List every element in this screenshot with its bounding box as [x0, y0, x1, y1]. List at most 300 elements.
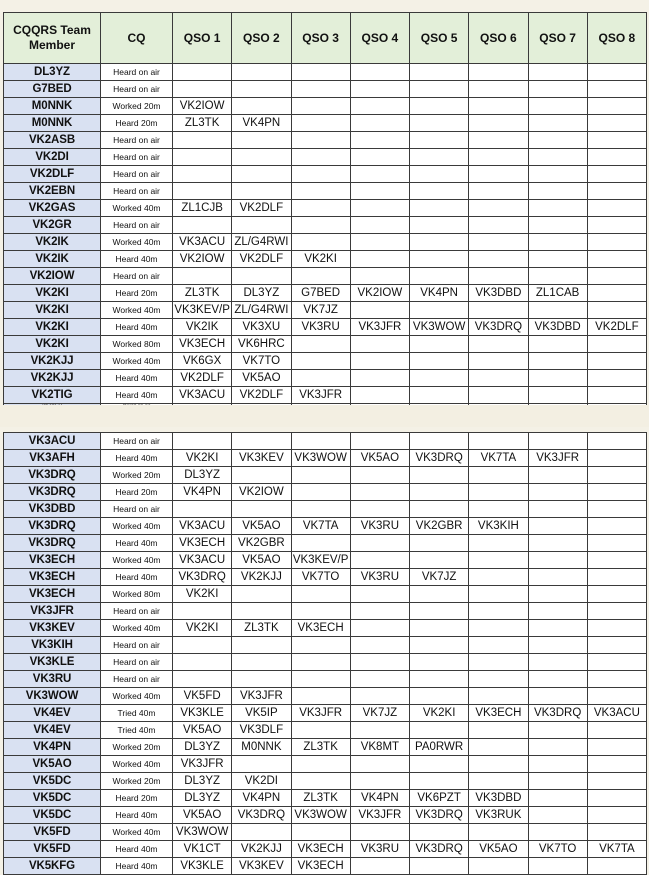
- cq-status: Heard 40m: [101, 807, 173, 824]
- table-row: [4, 773, 647, 790]
- member-callsign: VK2ASB: [4, 132, 101, 149]
- cq-status: Heard on air: [101, 149, 173, 166]
- cq-status: Worked 20m: [101, 467, 173, 484]
- qso-7-cell: [528, 807, 587, 824]
- qso-4-cell: [350, 824, 409, 841]
- qso-6-cell: VK3DRQ: [469, 319, 528, 336]
- qso-5-cell: VK2GBR: [410, 518, 469, 535]
- qso-4-cell: [350, 200, 409, 217]
- qso-7-cell: [528, 166, 587, 183]
- cq-status: Heard on air: [101, 671, 173, 688]
- qso-1-cell: ZL3TK: [173, 115, 232, 132]
- qso-5-cell: [410, 200, 469, 217]
- qso-1-cell: VK1CT: [173, 841, 232, 858]
- qso-7-cell: [528, 688, 587, 705]
- qso-6-cell: [469, 467, 528, 484]
- qso-8-cell: [587, 603, 646, 620]
- qso-4-cell: [350, 302, 409, 319]
- qso-6-cell: VK7TA: [469, 450, 528, 467]
- qso-5-cell: [410, 484, 469, 501]
- member-callsign: VK3ECH: [4, 586, 101, 603]
- member-callsign: VK3ECH: [4, 552, 101, 569]
- member-callsign: VK2KJJ: [4, 353, 101, 370]
- qso-3-cell: [291, 336, 350, 353]
- table-row: [4, 552, 647, 569]
- qso-6-cell: [469, 149, 528, 166]
- header-qso-6: QSO 6: [469, 13, 528, 64]
- qso-6-cell: VK3ECH: [469, 705, 528, 722]
- qso-1-cell: VK2KI: [173, 450, 232, 467]
- qso-5-cell: [410, 302, 469, 319]
- table-row: [4, 217, 647, 234]
- qso-3-cell: ZL3TK: [291, 739, 350, 756]
- qso-5-cell: [410, 353, 469, 370]
- qso-5-cell: [410, 370, 469, 387]
- qso-8-cell: [587, 234, 646, 251]
- member-callsign: VK5AO: [4, 756, 101, 773]
- cq-status: Worked 40m: [101, 302, 173, 319]
- qso-3-cell: [291, 586, 350, 603]
- qso-2-cell: VK5AO: [232, 370, 291, 387]
- member-callsign: VK3KIH: [4, 637, 101, 654]
- qso-3-cell: [291, 115, 350, 132]
- qso-8-cell: [587, 535, 646, 552]
- table-row: [4, 98, 647, 115]
- member-callsign: VK2DI: [4, 149, 101, 166]
- member-callsign: VK3KLE: [4, 654, 101, 671]
- qso-8-cell: [587, 336, 646, 353]
- screenshot-gap: [0, 405, 649, 427]
- qso-2-cell: VK2DLF: [232, 200, 291, 217]
- qso-3-cell: [291, 671, 350, 688]
- qso-5-cell: VK3DRQ: [410, 807, 469, 824]
- member-callsign: VK3DBD: [4, 501, 101, 518]
- qso-5-cell: [410, 64, 469, 81]
- qso-5-cell: [410, 268, 469, 285]
- qso-5-cell: [410, 234, 469, 251]
- table-row: [4, 234, 647, 251]
- qso-3-cell: [291, 353, 350, 370]
- qso-8-cell: [587, 285, 646, 302]
- qso-5-cell: [410, 467, 469, 484]
- cq-status: Worked 40m: [101, 518, 173, 535]
- qso-7-cell: [528, 251, 587, 268]
- qso-5-cell: [410, 433, 469, 450]
- qso-2-cell: VK2KJJ: [232, 569, 291, 586]
- qso-7-cell: VK3JFR: [528, 450, 587, 467]
- cq-status: Worked 80m: [101, 586, 173, 603]
- qso-3-cell: [291, 370, 350, 387]
- cq-status: Heard on air: [101, 217, 173, 234]
- qso-4-cell: VK3RU: [350, 841, 409, 858]
- qso-7-cell: [528, 535, 587, 552]
- member-callsign: VK2DLF: [4, 166, 101, 183]
- qso-6-cell: [469, 115, 528, 132]
- cq-status: Heard on air: [101, 64, 173, 81]
- qso-3-cell: [291, 688, 350, 705]
- qso-7-cell: [528, 637, 587, 654]
- qso-8-cell: [587, 450, 646, 467]
- table-row: [4, 620, 647, 637]
- header-qso-8: QSO 8: [587, 13, 646, 64]
- qso-2-cell: VK3XU: [232, 319, 291, 336]
- qso-4-cell: VK4PN: [350, 790, 409, 807]
- qso-1-cell: VK3ECH: [173, 336, 232, 353]
- qso-7-cell: [528, 268, 587, 285]
- qso-3-cell: VK3JFR: [291, 705, 350, 722]
- qso-4-cell: [350, 183, 409, 200]
- qso-8-cell: [587, 671, 646, 688]
- qso-2-cell: VK6HRC: [232, 336, 291, 353]
- qso-3-cell: [291, 773, 350, 790]
- qso-4-cell: VK2IOW: [350, 285, 409, 302]
- member-callsign: VK2TIG: [4, 387, 101, 404]
- qso-6-cell: VK3KIH: [469, 518, 528, 535]
- table-row: [4, 501, 647, 518]
- cq-status: Heard 40m: [101, 450, 173, 467]
- qso-3-cell: VK3JFR: [291, 387, 350, 404]
- qso-6-cell: [469, 535, 528, 552]
- qso-2-cell: VK3JFR: [232, 688, 291, 705]
- qso-1-cell: DL3YZ: [173, 773, 232, 790]
- qso-8-cell: [587, 756, 646, 773]
- qso-7-cell: [528, 518, 587, 535]
- qso-1-cell: [173, 183, 232, 200]
- qso-2-cell: DL3YZ: [232, 285, 291, 302]
- table-row: [4, 756, 647, 773]
- qso-3-cell: VK2KI: [291, 251, 350, 268]
- qso-7-cell: [528, 756, 587, 773]
- qso-5-cell: [410, 586, 469, 603]
- qso-3-cell: [291, 149, 350, 166]
- qso-8-cell: VK2DLF: [587, 319, 646, 336]
- cq-status: Worked 40m: [101, 234, 173, 251]
- qso-7-cell: VK3DBD: [528, 319, 587, 336]
- table-row: [4, 132, 647, 149]
- table-row: [4, 268, 647, 285]
- qso-8-cell: [587, 790, 646, 807]
- qso-7-cell: [528, 620, 587, 637]
- qso-2-cell: [232, 637, 291, 654]
- qso-4-cell: [350, 81, 409, 98]
- qso-8-cell: [587, 807, 646, 824]
- member-callsign: G7BED: [4, 81, 101, 98]
- qso-3-cell: [291, 433, 350, 450]
- qso-6-cell: [469, 501, 528, 518]
- qso-5-cell: [410, 501, 469, 518]
- qso-1-cell: VK2IOW: [173, 251, 232, 268]
- qso-2-cell: VK5AO: [232, 552, 291, 569]
- qso-1-cell: [173, 268, 232, 285]
- qso-3-cell: [291, 637, 350, 654]
- cq-status: Heard on air: [101, 183, 173, 200]
- qso-8-cell: [587, 166, 646, 183]
- qso-8-cell: [587, 64, 646, 81]
- qso-7-cell: [528, 858, 587, 875]
- qso-2-cell: VK4PN: [232, 115, 291, 132]
- qso-7-cell: [528, 353, 587, 370]
- qso-3-cell: VK7TO: [291, 569, 350, 586]
- table-row: [4, 467, 647, 484]
- cq-status: Heard on air: [101, 132, 173, 149]
- qso-1-cell: [173, 81, 232, 98]
- qso-4-cell: [350, 387, 409, 404]
- qso-5-cell: VK6PZT: [410, 790, 469, 807]
- qso-7-cell: [528, 98, 587, 115]
- qso-6-cell: [469, 569, 528, 586]
- qso-3-cell: VK3RU: [291, 319, 350, 336]
- qso-1-cell: VK3ACU: [173, 387, 232, 404]
- qso-2-cell: [232, 501, 291, 518]
- qso-8-cell: VK7TA: [587, 841, 646, 858]
- qso-2-cell: VK3DLF: [232, 722, 291, 739]
- header-member: CQQRS Team Member: [4, 13, 101, 64]
- qso-1-cell: VK3JFR: [173, 756, 232, 773]
- table-row: [4, 637, 647, 654]
- qso-3-cell: VK3WOW: [291, 450, 350, 467]
- qso-7-cell: [528, 501, 587, 518]
- qso-8-cell: [587, 824, 646, 841]
- qso-8-cell: [587, 484, 646, 501]
- qso-6-cell: [469, 183, 528, 200]
- table-row: [4, 722, 647, 739]
- qso-2-cell: [232, 166, 291, 183]
- qso-4-cell: VK3RU: [350, 569, 409, 586]
- qso-4-cell: [350, 268, 409, 285]
- member-callsign: VK3JFR: [4, 603, 101, 620]
- member-callsign: VK3ACU: [4, 433, 101, 450]
- qso-5-cell: [410, 98, 469, 115]
- qso-1-cell: DL3YZ: [173, 790, 232, 807]
- qso-5-cell: [410, 336, 469, 353]
- table-row: [4, 739, 647, 756]
- qso-5-cell: [410, 688, 469, 705]
- qso-7-cell: [528, 115, 587, 132]
- qso-2-cell: [232, 756, 291, 773]
- table-row: [4, 353, 647, 370]
- qso-6-cell: [469, 756, 528, 773]
- qso-6-cell: VK3DBD: [469, 285, 528, 302]
- qso-7-cell: VK7TO: [528, 841, 587, 858]
- table-row: [4, 586, 647, 603]
- member-callsign: VK3DRQ: [4, 484, 101, 501]
- table-row: [4, 336, 647, 353]
- header-qso-3: QSO 3: [291, 13, 350, 64]
- header-qso-4: QSO 4: [350, 13, 409, 64]
- cq-status: Worked 20m: [101, 773, 173, 790]
- member-callsign: VK3DRQ: [4, 518, 101, 535]
- qso-4-cell: [350, 353, 409, 370]
- qso-7-cell: [528, 654, 587, 671]
- qso-7-cell: [528, 81, 587, 98]
- qso-1-cell: [173, 433, 232, 450]
- qso-7-cell: [528, 773, 587, 790]
- qso-7-cell: [528, 671, 587, 688]
- qso-1-cell: DL3YZ: [173, 739, 232, 756]
- qso-4-cell: [350, 251, 409, 268]
- qso-3-cell: [291, 603, 350, 620]
- member-callsign: VK5FD: [4, 841, 101, 858]
- qso-4-cell: [350, 149, 409, 166]
- qso-8-cell: [587, 149, 646, 166]
- qso-5-cell: [410, 824, 469, 841]
- qso-2-cell: [232, 268, 291, 285]
- qso-8-cell: [587, 467, 646, 484]
- qso-8-cell: [587, 115, 646, 132]
- table-row: [4, 705, 647, 722]
- qso-6-cell: [469, 64, 528, 81]
- qso-7-cell: [528, 569, 587, 586]
- qso-1-cell: VK3ACU: [173, 552, 232, 569]
- member-callsign: VK2IOW: [4, 268, 101, 285]
- qso-2-cell: [232, 603, 291, 620]
- qso-8-cell: [587, 251, 646, 268]
- member-callsign: VK2KI: [4, 302, 101, 319]
- qso-2-cell: [232, 654, 291, 671]
- qso-7-cell: [528, 336, 587, 353]
- qso-8-cell: [587, 739, 646, 756]
- qso-2-cell: [232, 824, 291, 841]
- table-row: [4, 302, 647, 319]
- qso-6-cell: [469, 200, 528, 217]
- qso-2-cell: [232, 149, 291, 166]
- table-row: [4, 518, 647, 535]
- qso-7-cell: [528, 234, 587, 251]
- cq-status: Heard 20m: [101, 790, 173, 807]
- qso-8-cell: [587, 518, 646, 535]
- cq-status: Heard on air: [101, 433, 173, 450]
- qso-6-cell: [469, 552, 528, 569]
- qso-8-cell: [587, 773, 646, 790]
- qso-2-cell: VK2DLF: [232, 387, 291, 404]
- qso-7-cell: [528, 824, 587, 841]
- qso-3-cell: [291, 98, 350, 115]
- table-row: [4, 183, 647, 200]
- qso-3-cell: VK7TA: [291, 518, 350, 535]
- qso-6-cell: [469, 302, 528, 319]
- qso-8-cell: [587, 637, 646, 654]
- qso-6-cell: [469, 603, 528, 620]
- qso-6-cell: [469, 387, 528, 404]
- qso-5-cell: [410, 603, 469, 620]
- table-row: [4, 149, 647, 166]
- qso-8-cell: [587, 722, 646, 739]
- qso-4-cell: [350, 217, 409, 234]
- qso-3-cell: [291, 64, 350, 81]
- qso-8-cell: [587, 302, 646, 319]
- qso-1-cell: [173, 637, 232, 654]
- qso-5-cell: [410, 115, 469, 132]
- qso-8-cell: [587, 132, 646, 149]
- qso-4-cell: [350, 98, 409, 115]
- qso-6-cell: [469, 586, 528, 603]
- qso-6-cell: [469, 688, 528, 705]
- qso-2-cell: VK3KEV: [232, 858, 291, 875]
- qso-4-cell: [350, 722, 409, 739]
- member-callsign: DL3YZ: [4, 64, 101, 81]
- qso-6-cell: [469, 433, 528, 450]
- header-qso-7: QSO 7: [528, 13, 587, 64]
- member-callsign: VK3ECH: [4, 569, 101, 586]
- cq-status: Worked 40m: [101, 756, 173, 773]
- qso-8-cell: [587, 586, 646, 603]
- qso-5-cell: [410, 132, 469, 149]
- qso-2-cell: [232, 81, 291, 98]
- qso-3-cell: ZL3TK: [291, 790, 350, 807]
- qso-2-cell: VK3KEV: [232, 450, 291, 467]
- qso-3-cell: VK3WOW: [291, 807, 350, 824]
- qso-4-cell: [350, 234, 409, 251]
- cq-status: Heard 40m: [101, 858, 173, 875]
- qso-4-cell: VK5AO: [350, 450, 409, 467]
- qso-4-cell: VK8MT: [350, 739, 409, 756]
- qso-6-cell: [469, 858, 528, 875]
- qso-8-cell: [587, 183, 646, 200]
- qso-7-cell: [528, 433, 587, 450]
- qso-6-cell: VK3DBD: [469, 790, 528, 807]
- qso-3-cell: [291, 200, 350, 217]
- qso-8-cell: [587, 370, 646, 387]
- qso-4-cell: [350, 620, 409, 637]
- qso-5-cell: [410, 217, 469, 234]
- qso-1-cell: VK2IK: [173, 319, 232, 336]
- qso-6-cell: [469, 251, 528, 268]
- qso-7-cell: ZL1CAB: [528, 285, 587, 302]
- qso-1-cell: VK5FD: [173, 688, 232, 705]
- qso-2-cell: VK7TO: [232, 353, 291, 370]
- qso-6-cell: VK5AO: [469, 841, 528, 858]
- qso-8-cell: [587, 654, 646, 671]
- qso-7-cell: [528, 149, 587, 166]
- qso-6-cell: [469, 739, 528, 756]
- table-row: [4, 858, 647, 875]
- member-callsign: VK3RU: [4, 671, 101, 688]
- qso-5-cell: [410, 637, 469, 654]
- qso-3-cell: [291, 166, 350, 183]
- cq-status: Worked 40m: [101, 688, 173, 705]
- member-callsign: VK2GR: [4, 217, 101, 234]
- cq-status: Worked 20m: [101, 98, 173, 115]
- table-row: [4, 841, 647, 858]
- qso-1-cell: VK2DLF: [173, 370, 232, 387]
- qso-7-cell: [528, 370, 587, 387]
- cq-status: Heard 40m: [101, 841, 173, 858]
- qso-4-cell: [350, 484, 409, 501]
- qso-4-cell: [350, 654, 409, 671]
- qso-6-cell: [469, 824, 528, 841]
- qso-4-cell: [350, 756, 409, 773]
- member-callsign: VK2EBN: [4, 183, 101, 200]
- qso-8-cell: [587, 688, 646, 705]
- qso-7-cell: [528, 200, 587, 217]
- qso-6-cell: [469, 620, 528, 637]
- member-callsign: VK4EV: [4, 722, 101, 739]
- qso-2-cell: VK4PN: [232, 790, 291, 807]
- qso-6-cell: [469, 484, 528, 501]
- qso-4-cell: [350, 467, 409, 484]
- qso-3-cell: [291, 756, 350, 773]
- qso-1-cell: [173, 501, 232, 518]
- qso-1-cell: DL3YZ: [173, 467, 232, 484]
- qso-8-cell: [587, 620, 646, 637]
- qso-3-cell: VK3ECH: [291, 858, 350, 875]
- qso-4-cell: [350, 370, 409, 387]
- qso-4-cell: VK3JFR: [350, 807, 409, 824]
- qso-3-cell: VK7JZ: [291, 302, 350, 319]
- qso-3-cell: G7BED: [291, 285, 350, 302]
- cq-status: Heard 40m: [101, 535, 173, 552]
- qso-1-cell: ZL3TK: [173, 285, 232, 302]
